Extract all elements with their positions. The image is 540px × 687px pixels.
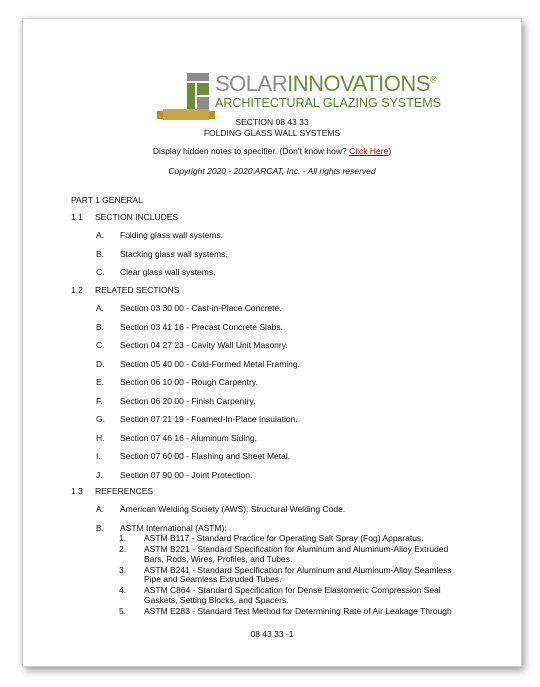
list-item-letter: D. (96, 358, 105, 369)
astm-item-text: Bars, Rods, Wires, Profiles, and Tubes. (144, 553, 293, 564)
list-item-text: Clear glass wall systems. (120, 267, 216, 277)
list-item-text: Section 03 30 00 - Cast-in-Place Concrete. (120, 303, 282, 313)
list-item-text: Folding glass wall systems. (120, 230, 223, 240)
list-item-text: Section 07 60 00 - Flashing and Sheet Metal. (120, 451, 291, 461)
list-item-letter: C. (96, 340, 105, 350)
list-item-text: Section 07 90 00 - Joint Protection. (120, 469, 253, 480)
section-title: FOLDING GLASS WALL SYSTEMS (203, 128, 341, 138)
section-number: SECTION 08 43 33 (235, 117, 309, 127)
list-item-letter: F. (96, 395, 103, 406)
list-item-letter: A. (96, 303, 105, 313)
astm-item-number: 5. (119, 606, 127, 616)
list-item-letter: H. (96, 432, 105, 443)
list-item-text: Section 05 40 00 - Cold-Formed Metal Framing. (120, 358, 300, 369)
copyright-notice: Copyright 2020 - 2020 ARCAT, Inc. - All rights reserved (168, 166, 376, 176)
list-item-text: Section 04 27 23 - Cavity Wall Unit Masonry. (120, 340, 288, 350)
page-number: 08 43 33 -1 (250, 629, 294, 639)
list-item-letter: B. (96, 321, 105, 332)
astm-item-text: ASTM E283 - Standard Test Method for Determining Rate of Air Leakage Through (144, 606, 452, 616)
section-number-label: 1.2 (71, 285, 83, 295)
astm-item-text: Pipe and Seamless Extruded Tubes. (144, 574, 282, 585)
list-item-letter: A. (96, 230, 105, 240)
list-item-letter: B. (96, 522, 105, 533)
document-page (22, 18, 522, 667)
list-item-text: Section 06 10 00 - Rough Carpentry. (120, 377, 258, 387)
list-item-letter: E. (96, 377, 105, 387)
list-item-text: Stacking glass wall systems. (120, 248, 228, 259)
list-item-text: ASTM International (ASTM): (120, 522, 227, 533)
astm-item-text: ASTM B221 - Standard Specification for Aluminum and Aluminum-Alloy Extruded (144, 544, 449, 555)
list-item-text: American Welding Society (AWS): Structural Welding Code. (120, 504, 346, 514)
astm-item-text: ASTM B117 - Standard Practice for Operating Salt Spray (Fog) Apparatus. (144, 533, 424, 543)
list-item-letter: B. (96, 248, 105, 259)
astm-item-number: 4. (119, 585, 127, 596)
list-item-letter: G. (96, 414, 105, 424)
astm-item-text: ASTM C864 - Standard Specification for Dense Elastomeric Compression Seal (144, 585, 441, 596)
astm-item-text: Gaskets, Setting Blocks, and Spacers. (144, 594, 289, 605)
astm-item-number: 2. (119, 544, 127, 555)
astm-item-number: 1. (119, 533, 127, 543)
list-item-letter: J. (96, 469, 103, 480)
list-item-text: Section 06 20 00 - Finish Carpentry. (120, 395, 256, 406)
astm-item-text: ASTM B241 - Standard Specification for Aluminum and Aluminum-Alloy Seamless (144, 564, 452, 575)
list-item-letter: A. (96, 504, 105, 514)
list-item-text: Section 03 41 16 - Precast Concrete Slabs. (120, 321, 284, 332)
hidden-notes-line: Display hidden notes to specifier. (Don't know how? Click Here) (152, 146, 392, 156)
list-item-text: Section 07 21 19 - Foamed-In-Place Insulation. (120, 414, 298, 424)
section-heading: SECTION INCLUDES (95, 212, 179, 222)
section-number-label: 1.3 (71, 486, 83, 496)
section-heading: RELATED SECTIONS (95, 285, 180, 295)
astm-item-number: 3. (119, 564, 127, 575)
brand-name: SOLARINNOVATIONS® (215, 71, 437, 96)
part-heading: PART 1 GENERAL (71, 195, 143, 205)
section-heading: REFERENCES (95, 486, 154, 496)
list-item-letter: C. (96, 267, 105, 277)
list-item-text: Section 07 46 16 - Aluminum Siding. (120, 432, 258, 443)
click-here-link[interactable]: Click Here (349, 146, 389, 156)
section-number-label: 1.1 (71, 212, 83, 222)
list-item-letter: I. (96, 451, 101, 461)
brand-subtitle: ARCHITECTURAL GLAZING SYSTEMS (215, 96, 441, 110)
